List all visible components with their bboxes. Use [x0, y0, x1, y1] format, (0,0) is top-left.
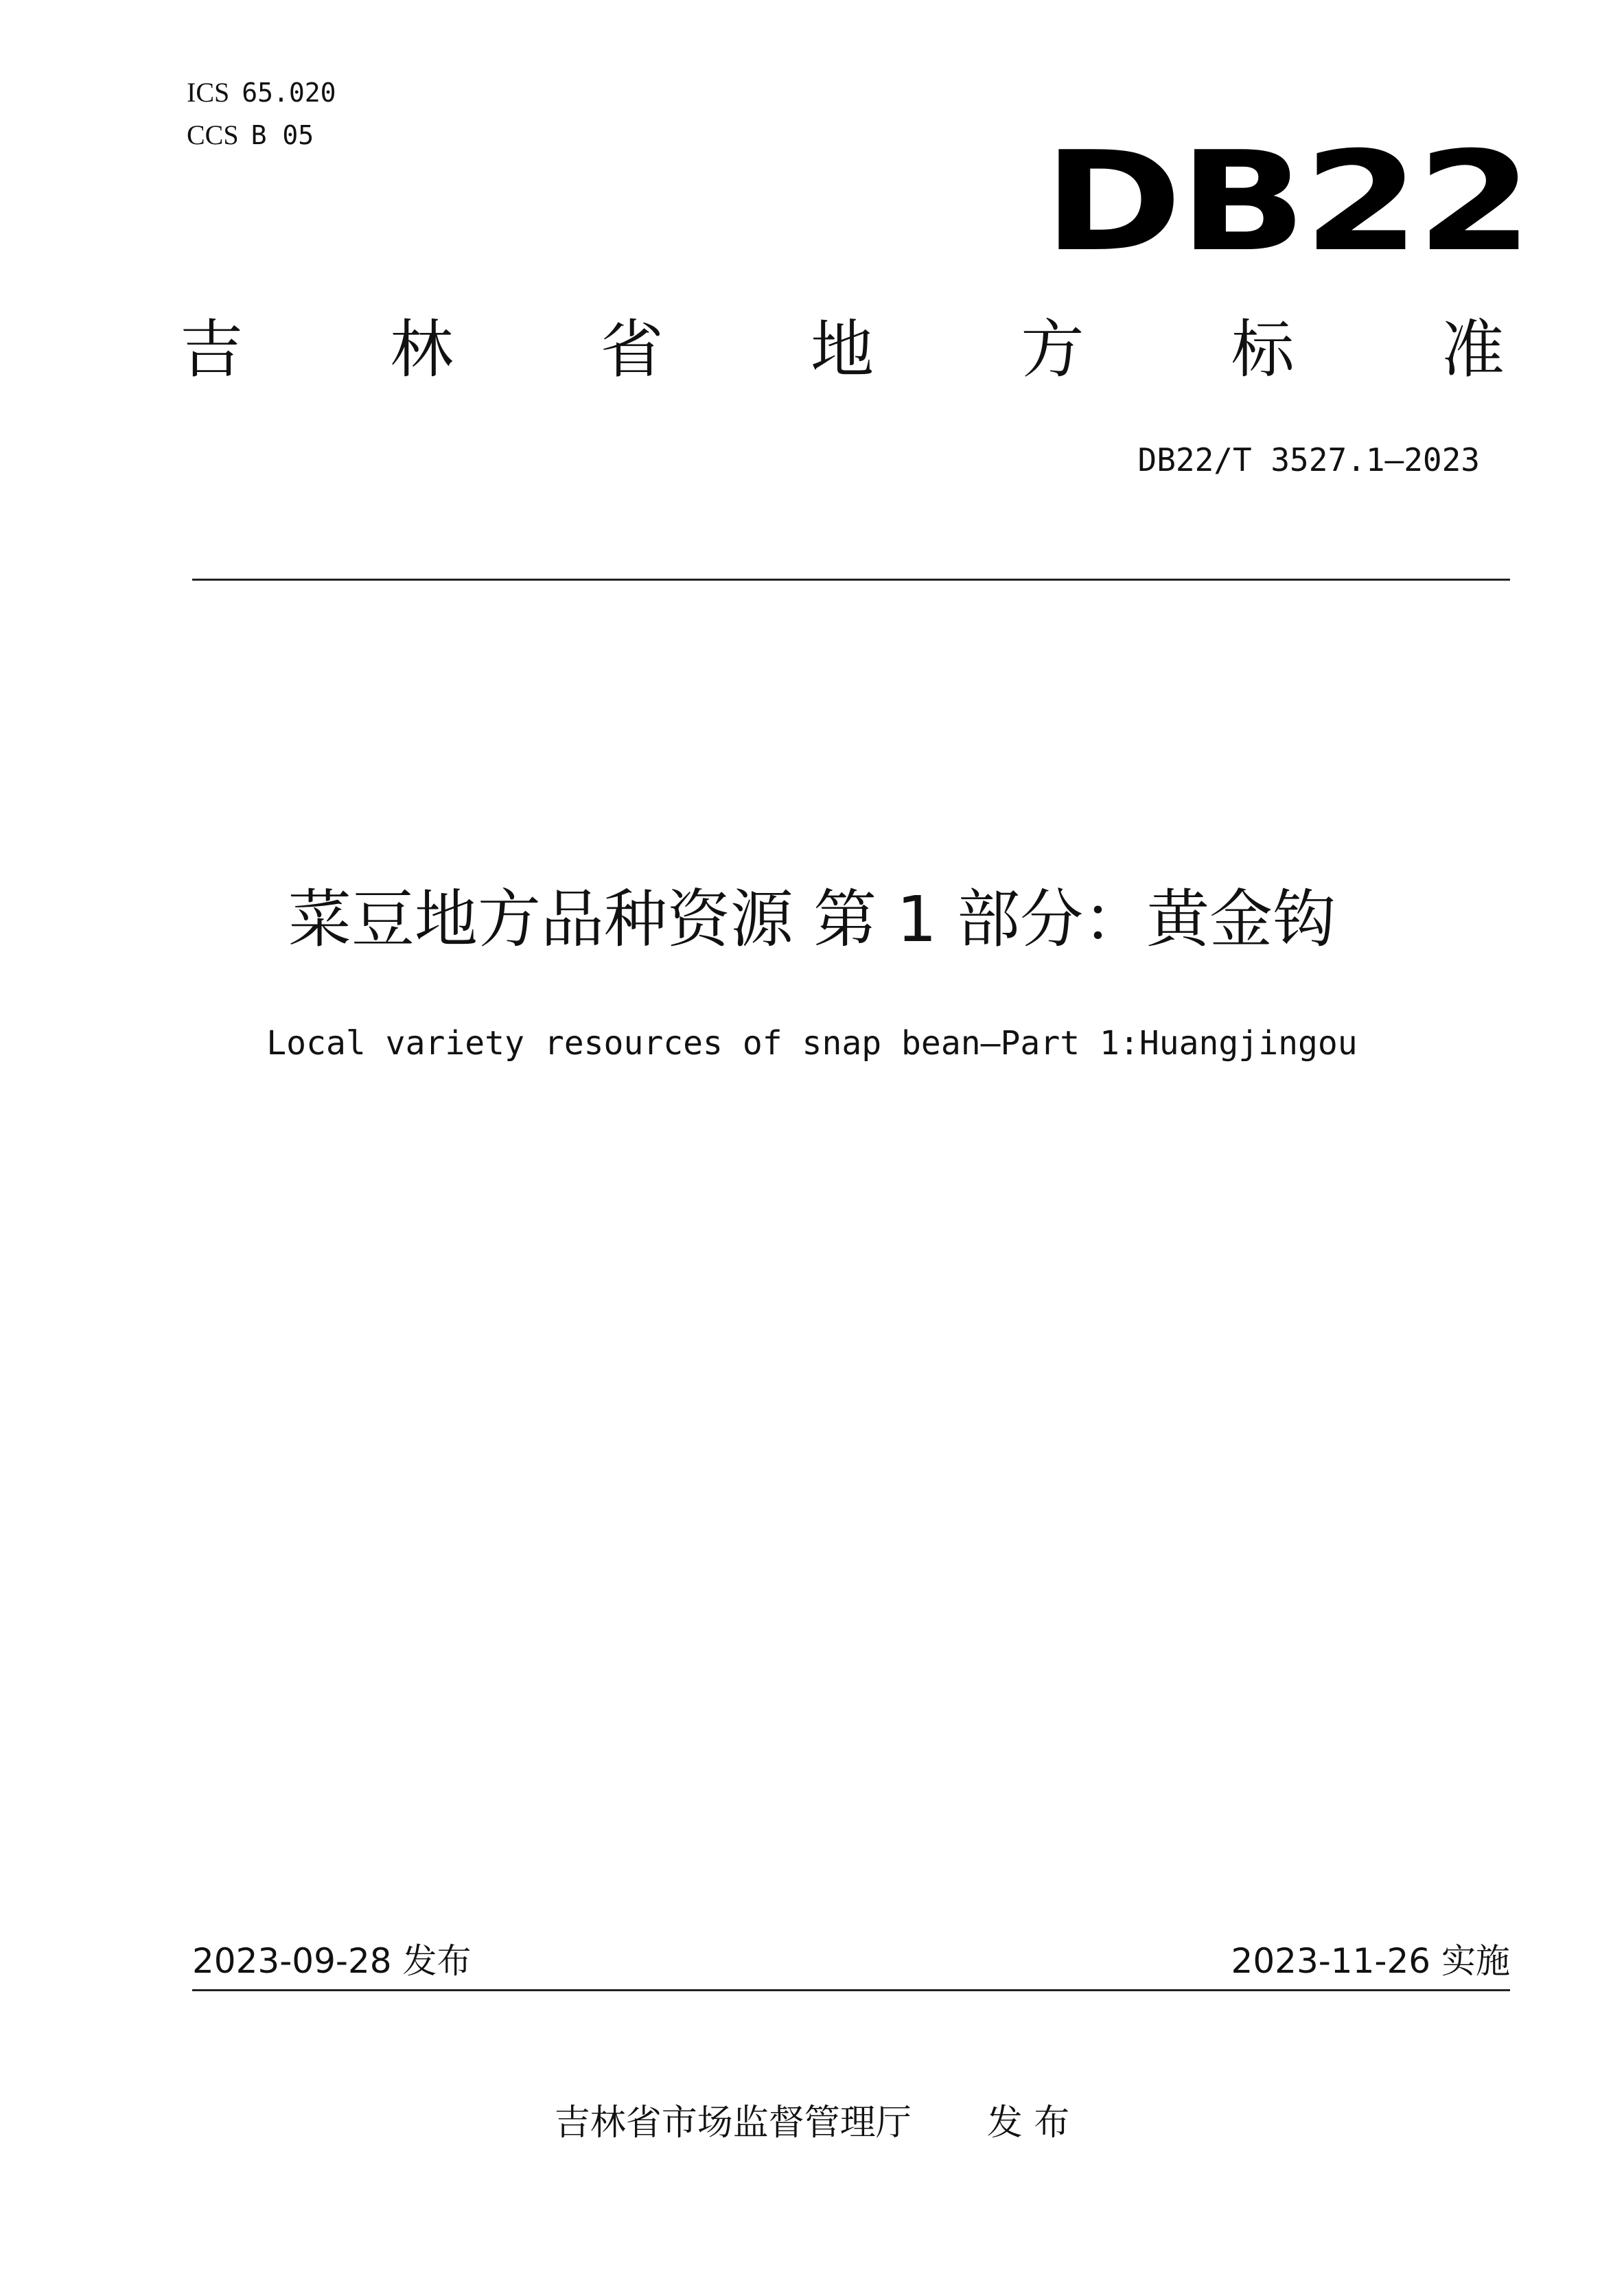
- standard-type-char: 准: [1441, 313, 1505, 386]
- ics-label: ICS: [187, 77, 230, 108]
- db22-logo: DB22: [1043, 122, 1530, 282]
- bottom-divider: [192, 1989, 1510, 1991]
- standard-type-char: 方: [1021, 313, 1084, 386]
- standard-type-char: 标: [1231, 313, 1295, 386]
- title-english: Local variety resources of snap bean—Part 1:Huangjingou: [266, 1024, 1358, 1063]
- standard-type-heading: [180, 312, 1505, 388]
- ccs-code: [187, 118, 314, 152]
- ics-code: [187, 76, 336, 110]
- standard-number: DB22/T 3527.1—2023: [1137, 441, 1480, 478]
- implement-date: 2023-11-26 实施: [1231, 1941, 1510, 1981]
- issuer-action: 发 布: [986, 2102, 1070, 2144]
- standard-type-char: 省: [600, 313, 664, 386]
- ics-value: 65.020: [242, 78, 336, 108]
- standard-type-char: 地: [810, 313, 874, 386]
- standard-type-char: 林: [390, 313, 454, 386]
- ccs-value: B 05: [251, 120, 314, 150]
- top-divider: [192, 579, 1510, 581]
- issuer-name: 吉林省市场监督管理厅: [554, 2102, 912, 2144]
- ccs-label: CCS: [187, 119, 239, 150]
- standard-type-char: 吉: [180, 313, 244, 386]
- title-chinese: 菜豆地方品种资源 第 1 部分：黄金钩: [288, 883, 1336, 956]
- publish-date: 2023-09-28 发布: [192, 1941, 472, 1981]
- issuer-line: [0, 2099, 1624, 2147]
